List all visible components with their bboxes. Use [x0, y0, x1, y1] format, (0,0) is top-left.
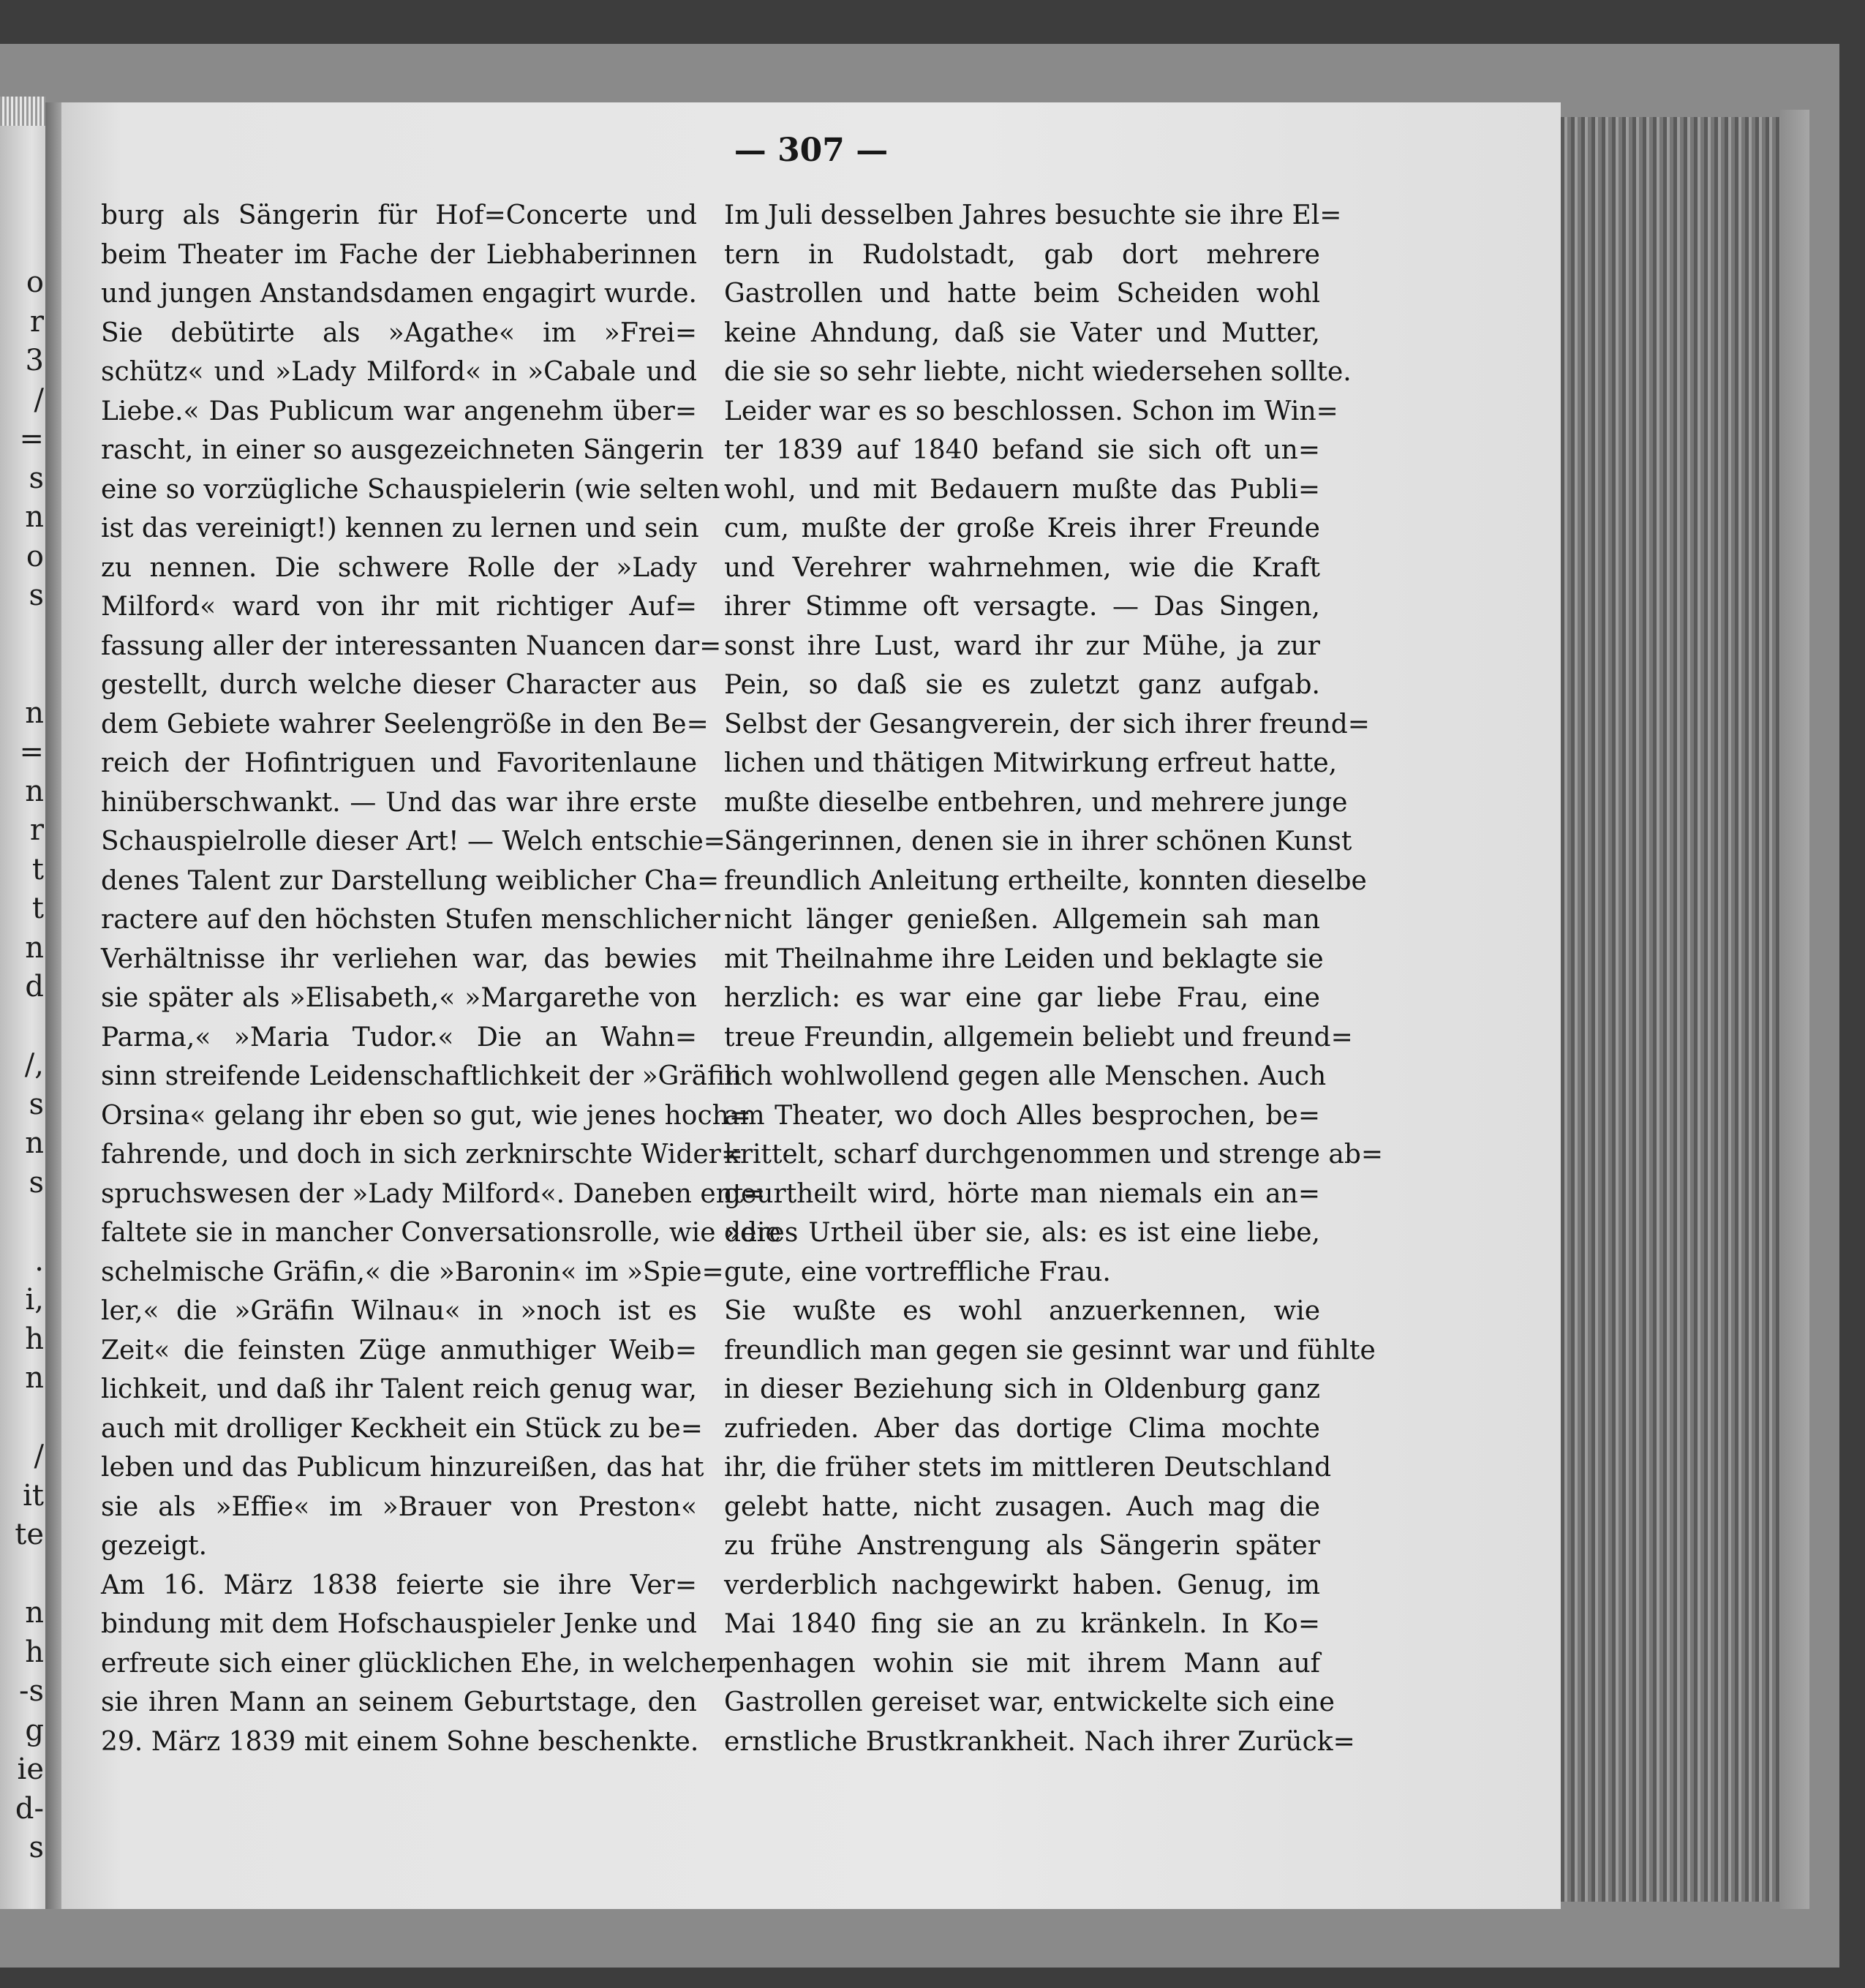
previous-page-fragment: d	[25, 970, 44, 1004]
text-line: Am 16. März 1838 feierte sie ihre Ver=	[101, 1570, 697, 1600]
previous-page-fragment: /,	[24, 1048, 44, 1082]
text-line: sie als »Effie« im »Brauer von Preston«	[101, 1491, 697, 1522]
text-line: am Theater, wo doch Alles besprochen, be=	[724, 1100, 1320, 1131]
text-line: lichen und thätigen Mitwirkung erfreut hatte,	[724, 748, 1338, 778]
previous-page-fragment: s	[29, 579, 44, 612]
book-cover-edge	[1780, 110, 1809, 1909]
text-line: leben und das Publicum hinzureißen, das hat	[101, 1453, 704, 1483]
text-line: eine so vorzügliche Schauspielerin (wie selten	[101, 474, 720, 505]
text-line: Im Juli desselben Jahres besuchte sie ihre El=	[724, 200, 1342, 230]
text-line: schütz« und »Lady Milford« in »Cabale und	[101, 357, 697, 387]
text-line: Selbst der Gesangverein, der sich ihrer freund=	[724, 709, 1370, 739]
text-line: deres Urtheil über sie, als: es ist eine liebe,	[724, 1218, 1320, 1248]
text-line: ist das vereinigt!) kennen zu lernen und sein	[101, 513, 699, 543]
text-line: und jungen Anstandsdamen engagirt wurde.	[101, 279, 697, 309]
text-line: auch mit drolliger Keckheit ein Stück zu be=	[101, 1413, 703, 1444]
text-line: ler,« die »Gräfin Wilnau« in »noch ist es	[101, 1296, 697, 1326]
text-line: gute, eine vortreffliche Frau.	[724, 1257, 1111, 1287]
previous-page-fragment: te	[15, 1518, 44, 1551]
previous-page-fragment: n	[25, 1361, 44, 1395]
text-line: herzlich: es war eine gar liebe Frau, eine	[724, 983, 1320, 1013]
text-line: Leider war es so beschlossen. Schon im Win=	[724, 396, 1338, 426]
previous-page-fragment: t	[31, 852, 44, 886]
previous-page-fragment: s	[29, 461, 44, 495]
text-line: gelebt hatte, nicht zusagen. Auch mag die	[724, 1491, 1320, 1522]
text-line: penhagen wohin sie mit ihrem Mann auf	[724, 1648, 1320, 1679]
text-line: Sie debütirte als »Agathe« im »Frei=	[101, 317, 697, 348]
text-line: ter 1839 auf 1840 befand sie sich oft un=	[724, 435, 1320, 465]
text-line: Verhältnisse ihr verliehen war, das bewies	[101, 944, 697, 974]
previous-page-fragment: g	[25, 1713, 44, 1747]
previous-page-fragment: -s	[18, 1674, 44, 1708]
text-line: treue Freundin, allgemein beliebt und freund=	[724, 1022, 1353, 1053]
previous-page-fragment: n	[25, 930, 44, 965]
text-line: 29. März 1839 mit einem Sohne beschenkte.	[101, 1726, 699, 1757]
text-line: Schauspielrolle dieser Art! — Welch entschie=	[101, 827, 726, 856]
text-line: ractere auf den höchsten Stufen menschlicher	[101, 905, 720, 935]
text-line: gestellt, durch welche dieser Character aus	[101, 670, 697, 700]
text-line: krittelt, scharf durchgenommen und strenge ab=	[724, 1140, 1384, 1170]
previous-page-fragment: =	[19, 422, 44, 456]
previous-page-fragment: s	[29, 1831, 44, 1864]
previous-page-fragment: it	[23, 1478, 44, 1513]
text-line: bindung mit dem Hofschauspieler Jenke und	[101, 1609, 697, 1639]
previous-page-fragment: r	[29, 813, 44, 847]
text-line: hinüberschwankt. — Und das war ihre erste	[101, 787, 697, 818]
previous-page-fragment: /	[34, 383, 44, 417]
text-line: geurtheilt wird, hörte man niemals ein an=	[724, 1178, 1320, 1209]
text-line: in dieser Beziehung sich in Oldenburg ganz	[724, 1374, 1320, 1404]
text-column-right	[724, 196, 1384, 1761]
previous-page-fragment: o	[26, 539, 44, 573]
text-line: Liebe.« Das Publicum war angenehm über=	[101, 396, 697, 426]
previous-page-fragment: 3	[25, 344, 44, 377]
text-line: gezeigt.	[101, 1531, 208, 1561]
text-line: reich der Hofintriguen und Favoritenlaune	[101, 748, 697, 778]
text-column-left	[101, 196, 781, 1761]
text-line: nicht länger genießen. Allgemein sah man	[724, 905, 1320, 935]
text-line: freundlich man gegen sie gesinnt war und fühlte	[724, 1335, 1376, 1366]
previous-page-fragment: o	[26, 266, 44, 299]
text-line: ihr, die früher stets im mittleren Deutschland	[724, 1453, 1332, 1483]
text-line: sie später als »Elisabeth,« »Margarethe von	[101, 983, 697, 1013]
text-line: Mai 1840 fing sie an zu kränkeln. In Ko=	[724, 1609, 1320, 1639]
previous-page-fragment: t	[31, 892, 44, 925]
text-line: tern in Rudolstadt, gab dort mehrere	[724, 239, 1320, 270]
text-line: beim Theater im Fache der Liebhaberinnen	[101, 239, 697, 270]
previous-page-fragment: n	[25, 774, 44, 808]
text-line: schelmische Gräfin,« die »Baronin« im »Spie=	[101, 1257, 724, 1287]
text-line: denes Talent zur Darstellung weiblicher Cha=	[101, 865, 720, 896]
text-line: verderblich nachgewirkt haben. Genug, im	[724, 1570, 1320, 1600]
book-gutter	[45, 102, 61, 1909]
text-line: Pein, so daß sie es zuletzt ganz aufgab.	[724, 670, 1320, 700]
previous-page-fragment: =	[19, 735, 44, 769]
previous-page-fragment: n	[25, 696, 44, 730]
text-line: ihrer Stimme oft versagte. — Das Singen,	[724, 592, 1320, 622]
previous-page-fragment: h	[25, 1635, 44, 1669]
text-line: Zeit« die feinsten Züge anmuthiger Weib=	[101, 1335, 697, 1366]
text-line: Gastrollen und hatte beim Scheiden wohl	[724, 279, 1320, 309]
text-line: fassung aller der interessanten Nuancen dar=	[101, 630, 722, 661]
text-line: fahrende, und doch in sich zerknirschte Wider=	[101, 1140, 744, 1170]
previous-page-fragment: r	[29, 304, 44, 339]
previous-page-stack	[0, 97, 45, 126]
text-line: rascht, in einer so ausgezeichneten Sängerin	[101, 435, 704, 465]
text-line: sie ihren Mann an seinem Geburtstage, den	[101, 1687, 697, 1717]
text-line: lich wohlwollend gegen alle Menschen. Auch	[724, 1061, 1327, 1091]
previous-page-fragment: s	[29, 1165, 44, 1200]
text-line: Sie wußte es wohl anzuerkennen, wie	[724, 1296, 1320, 1326]
text-line: erfreute sich einer glücklichen Ehe, in welcher	[101, 1648, 729, 1679]
previous-page-fragment: h	[25, 1322, 44, 1356]
text-line: ernstliche Brustkrankheit. Nach ihrer Zurück=	[724, 1726, 1355, 1757]
text-line: Orsina« gelang ihr eben so gut, wie jenes hoch=	[101, 1100, 751, 1131]
text-line: Milford« ward von ihr mit richtiger Auf=	[101, 592, 697, 622]
previous-page-fragment: d-	[15, 1791, 44, 1826]
page-fore-edge	[1561, 117, 1780, 1902]
text-line: und Verehrer wahrnehmen, wie die Kraft	[724, 552, 1320, 583]
text-line: zu frühe Anstrengung als Sängerin später	[724, 1531, 1320, 1561]
text-line: burg als Sängerin für Hof=Concerte und	[101, 200, 697, 230]
text-line: lichkeit, und daß ihr Talent reich genug war,	[101, 1374, 697, 1404]
text-line: zu nennen. Die schwere Rolle der »Lady	[101, 552, 697, 583]
text-line: keine Ahndung, daß sie Vater und Mutter,	[724, 317, 1320, 348]
previous-page-fragment: n	[25, 1596, 44, 1630]
text-line: spruchswesen der »Lady Milford«. Daneben ent=	[101, 1178, 766, 1209]
text-line: sonst ihre Lust, ward ihr zur Mühe, ja zur	[724, 630, 1320, 661]
text-line: cum, mußte der große Kreis ihrer Freunde	[724, 513, 1320, 543]
text-line: faltete sie in mancher Conversationsrolle, wie »die	[101, 1218, 781, 1248]
text-line: dem Gebiete wahrer Seelengröße in den Be=	[101, 709, 709, 739]
text-line: mit Theilnahme ihre Leiden und beklagte sie	[724, 944, 1324, 974]
previous-page-fragment: .	[34, 1243, 44, 1278]
text-line: Parma,« »Maria Tudor.« Die an Wahn=	[101, 1022, 697, 1053]
text-line: Sängerinnen, denen sie in ihrer schönen Kunst	[724, 827, 1352, 856]
previous-page-fragment: ie	[17, 1752, 44, 1786]
previous-page-fragment: n	[25, 500, 44, 534]
text-line: Gastrollen gereiset war, entwickelte sich eine	[724, 1687, 1335, 1717]
previous-page-fragment: i,	[25, 1283, 44, 1317]
text-line: sinn streifende Leidenschaftlichkeit der »Gräfin	[101, 1061, 742, 1091]
previous-page-fragment: /	[34, 1439, 44, 1473]
text-line: zufrieden. Aber das dortige Clima mochte	[724, 1413, 1320, 1444]
text-line: mußte dieselbe entbehren, und mehrere junge	[724, 787, 1348, 818]
text-line: freundlich Anleitung ertheilte, konnten dieselbe	[724, 865, 1367, 896]
page-number: — 307 —	[734, 132, 889, 169]
previous-page-fragment: s	[29, 1087, 44, 1121]
text-line: die sie so sehr liebte, nicht wiedersehen sollte.	[724, 357, 1352, 387]
previous-page-fragment: n	[25, 1126, 44, 1160]
text-line: wohl, und mit Bedauern mußte das Publi=	[724, 474, 1320, 505]
